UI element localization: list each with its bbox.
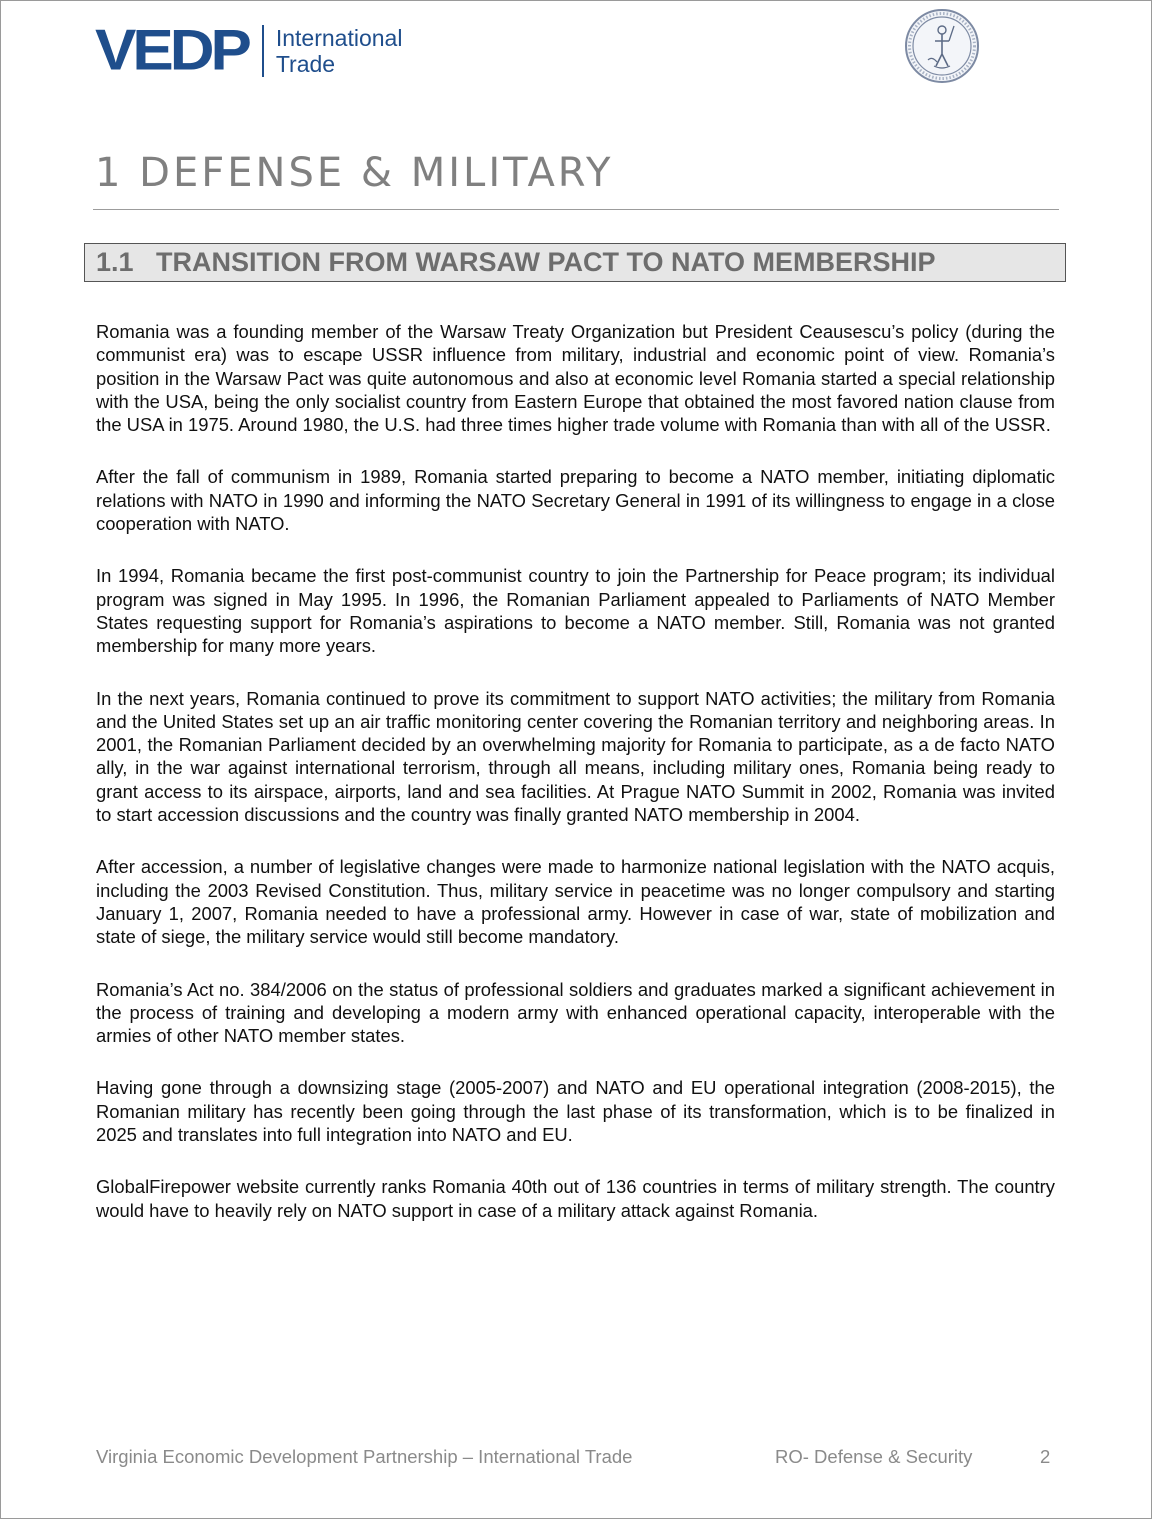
page-number: 2	[1040, 1446, 1051, 1467]
paragraph: After the fall of communism in 1989, Romania started preparing to become a NATO member, initiating diplomatic relations with NATO in 1990 and informing the NATO Secretary General in 1991 of its willingness to engage in a close cooperation with NATO.	[96, 466, 1055, 535]
paragraph: In the next years, Romania continued to prove its commitment to support NATO activities; the military from Romania and the United States set up an air traffic monitoring center covering the Romanian territory and neighboring areas. In 2001, the Romanian Parliament decided by an overwhelming majority for Romania to participate, as a de facto NATO ally, in the war against international terrorism, through all means, including military ones, Romania being ready to grant access to its airspace, airports, land and sea facilities. At Prague NATO Summit in 2002, Romania was invited to start accession discussions and the country was finally granted NATO membership in 2004.	[96, 687, 1055, 826]
section-heading	[84, 243, 1066, 282]
logo-line-1: International	[275, 25, 403, 51]
chapter-title: 1 DEFENSE & MILITARY	[95, 150, 614, 196]
paragraph: Romania’s Act no. 384/2006 on the status of professional soldiers and graduates marked a significant achievement in the process of training and developing a modern army with enhanced operational capacity, interoperable with the armies of other NATO member states.	[96, 978, 1055, 1047]
footer-document-title: RO- Defense & Security	[775, 1446, 973, 1467]
paragraph: Romania was a founding member of the Warsaw Treaty Organization but President Ceausescu’s policy (during the communist era) was to escape USSR influence from military, industrial and economic point of view. Romania’s position in the Warsaw Pact was quite autonomous and also at economic level Romania started a special relationship with the USA, being the only socialist country from Eastern Europe that obtained the most favored nation clause from the USA in 1975. Around 1980, the U.S. had three times higher trade volume with Romania than with all of the USSR.	[96, 321, 1055, 436]
section-number: 1.1	[96, 247, 134, 277]
section-title: TRANSITION FROM WARSAW PACT TO NATO MEMBERSHIP	[156, 247, 936, 277]
vedp-logo	[95, 20, 402, 82]
paragraph: After accession, a number of legislative changes were made to harmonize national legislation with the NATO acquis, including the 2003 Revised Constitution. Thus, military service in peacetime was no longer compulsory and starting January 1, 2007, Romania needed to have a professional army. However in case of war, state of mobilization and state of siege, the military service would still become mandatory.	[96, 856, 1055, 948]
body-text	[96, 320, 1055, 1251]
chapter-divider	[93, 209, 1059, 210]
logo-text	[276, 25, 403, 77]
paragraph: Having gone through a downsizing stage (2005-2007) and NATO and EU operational integration (2008-2015), the Romanian military has recently been going through the last phase of its transformation, which is to be finalized in 2025 and translates into full integration into NATO and EU.	[96, 1077, 1055, 1146]
state-seal-icon	[904, 8, 980, 84]
logo-mark: VEDP	[95, 18, 248, 83]
footer-organization: Virginia Economic Development Partnership – International Trade	[96, 1446, 633, 1467]
logo-divider	[262, 25, 264, 77]
paragraph: GlobalFirepower website currently ranks Romania 40th out of 136 countries in terms of military strength. The country would have to heavily rely on NATO support in case of a military attack against Romania.	[96, 1176, 1055, 1221]
logo-line-2: Trade	[275, 51, 336, 77]
paragraph: In 1994, Romania became the first post-communist country to join the Partnership for Peace program; its individual program was signed in May 1995. In 1996, the Romanian Parliament appealed to Parliaments of NATO Member States requesting support for Romania’s aspirations to become a NATO member. Still, Romania was not granted membership for many more years.	[96, 565, 1055, 657]
